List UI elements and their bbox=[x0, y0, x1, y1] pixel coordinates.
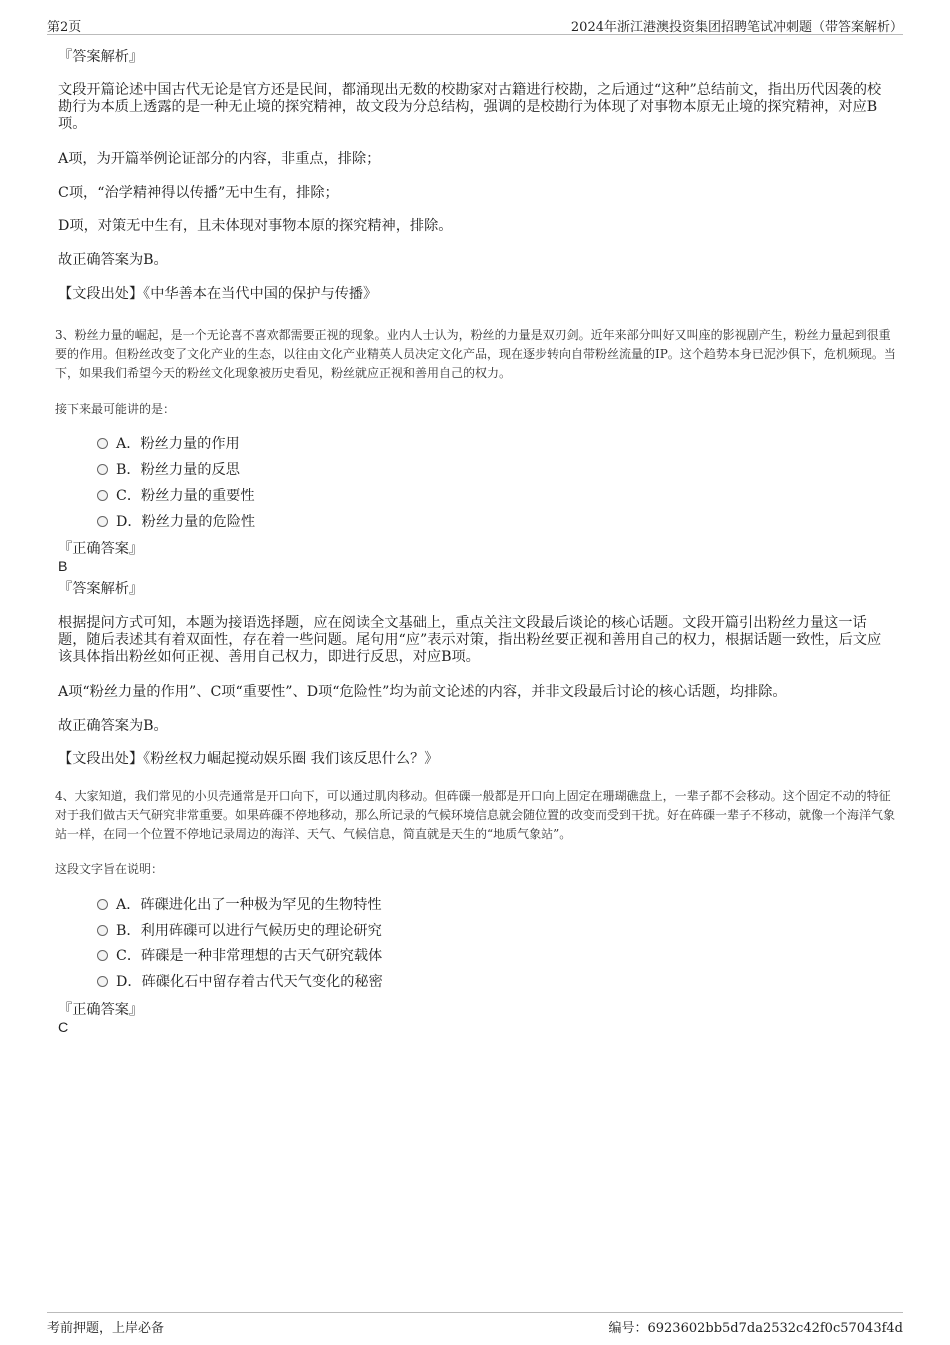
document-title: 2024年浙江港澳投资集团招聘笔试冲刺题（带答案解析） bbox=[570, 20, 903, 35]
answer-label: 『正确答案』 bbox=[58, 1002, 144, 1018]
question-4-option-d[interactable]: D．砗磲化石中留存着古代天气变化的秘密 bbox=[97, 974, 383, 991]
answer-label: 『正确答案』 bbox=[58, 541, 144, 557]
question-3-stem: 3、粉丝力量的崛起，是一个无论喜不喜欢都需要正视的现象。业内人士认为，粉丝的力量是双刃剑。近年来部分叫好又叫座的影视剧产生，粉丝力量起到很重要的作用。但粉丝改变了文化产业的生态，以往由文化产业精英人员决定文化产品，现在逐步转向自带粉丝流量的IP。这个趋势本身已泥沙俱下，危机频现。当下，如果我们希望今天的粉丝文化现象被历史看见，粉丝就应正视和善用自己的权力。 bbox=[55, 328, 896, 380]
answer-value: B bbox=[58, 559, 68, 575]
option-note: A项“粉丝力量的作用”、C项“重要性”、D项“危险性”均为前文论述的内容，并非文段最后讨论的核心话题，均排除。 bbox=[58, 684, 787, 700]
radio-icon[interactable] bbox=[97, 899, 108, 910]
conclusion: 故正确答案为B。 bbox=[58, 718, 168, 734]
radio-icon[interactable] bbox=[97, 490, 108, 501]
question-3-prompt: 接下来最可能讲的是： bbox=[55, 402, 176, 416]
radio-icon[interactable] bbox=[97, 464, 108, 475]
radio-icon[interactable] bbox=[97, 925, 108, 936]
question-3-option-b[interactable]: B．粉丝力量的反思 bbox=[97, 462, 240, 479]
answer-value: C bbox=[58, 1020, 69, 1036]
conclusion: 故正确答案为B。 bbox=[58, 252, 168, 268]
analysis-label: 『答案解析』 bbox=[58, 581, 144, 597]
option-d-note: D项，对策无中生有，且未体现对事物本原的探究精神，排除。 bbox=[58, 218, 453, 234]
question-4-prompt: 这段文字旨在说明： bbox=[55, 862, 164, 876]
analysis-text: 根据提问方式可知，本题为接语选择题，应在阅读全文基础上，重点关注文段最后谈论的核心话题。文段开篇引出粉丝力量这一话题，随后表述其有着双面性，存在着一些问题。尾句用“应”表示对策，指出粉丝要正视和善用自己的权力，根据话题一致性，后文应该具体指出粉丝如何正视、善用自己权力，即进行反思，对应B项。 bbox=[58, 615, 882, 665]
question-4-option-c[interactable]: C．砗磲是一种非常理想的古天气研究载体 bbox=[97, 948, 382, 965]
option-c-note: C项，“治学精神得以传播”无中生有，排除； bbox=[58, 185, 339, 201]
page-footer bbox=[47, 1312, 903, 1337]
radio-icon[interactable] bbox=[97, 438, 108, 449]
page-header bbox=[47, 14, 903, 35]
footer-slogan: 考前押题，上岸必备 bbox=[47, 1321, 165, 1336]
radio-icon[interactable] bbox=[97, 516, 108, 527]
analysis-text: 文段开篇论述中国古代无论是官方还是民间，都涌现出无数的校勘家对古籍进行校勘，之后通过“这种”总结前文，指出历代因袭的校勘行为本质上透露的是一种无止境的探究精神，故文段为分总结构，强调的是校勘行为体现了对事物本原无止境的探究精神，对应B项。 bbox=[58, 82, 882, 132]
question-3-option-a[interactable]: A．粉丝力量的作用 bbox=[97, 436, 240, 453]
radio-icon[interactable] bbox=[97, 976, 108, 987]
question-4-stem: 4、大家知道，我们常见的小贝壳通常是开口向下，可以通过肌肉移动。但砗磲一般都是开口向上固定在珊瑚礁盘上，一辈子都不会移动。这个固定不动的特征对于我们做古天气研究非常重要。如果砗磲不停地移动，那么所记录的气候环境信息就会随位置的改变而受到干扰。好在砗磲一辈子不移动，就像一个海洋气象站一样，在同一个位置不停地记录周边的海洋、天气、气候信息，简直就是天生的“地质气象站”。 bbox=[55, 789, 896, 841]
option-a-note: A项，为开篇举例论证部分的内容，非重点，排除； bbox=[58, 151, 381, 167]
document-id: 编号：6923602bb5d7da2532c42f0c57043f4d bbox=[608, 1321, 903, 1336]
question-3-option-d[interactable]: D．粉丝力量的危险性 bbox=[97, 514, 255, 531]
question-4-option-b[interactable]: B．利用砗磲可以进行气候历史的理论研究 bbox=[97, 923, 382, 940]
page-number: 第2页 bbox=[47, 20, 82, 35]
source: 【文段出处】《中华善本在当代中国的保护与传播》 bbox=[58, 286, 378, 302]
question-4-option-a[interactable]: A．砗磲进化出了一种极为罕见的生物特性 bbox=[97, 897, 382, 914]
source: 【文段出处】《粉丝权力崛起搅动娱乐圈 我们该反思什么？》 bbox=[58, 751, 439, 767]
question-3-option-c[interactable]: C．粉丝力量的重要性 bbox=[97, 488, 255, 505]
radio-icon[interactable] bbox=[97, 950, 108, 961]
analysis-label: 『答案解析』 bbox=[58, 49, 144, 65]
